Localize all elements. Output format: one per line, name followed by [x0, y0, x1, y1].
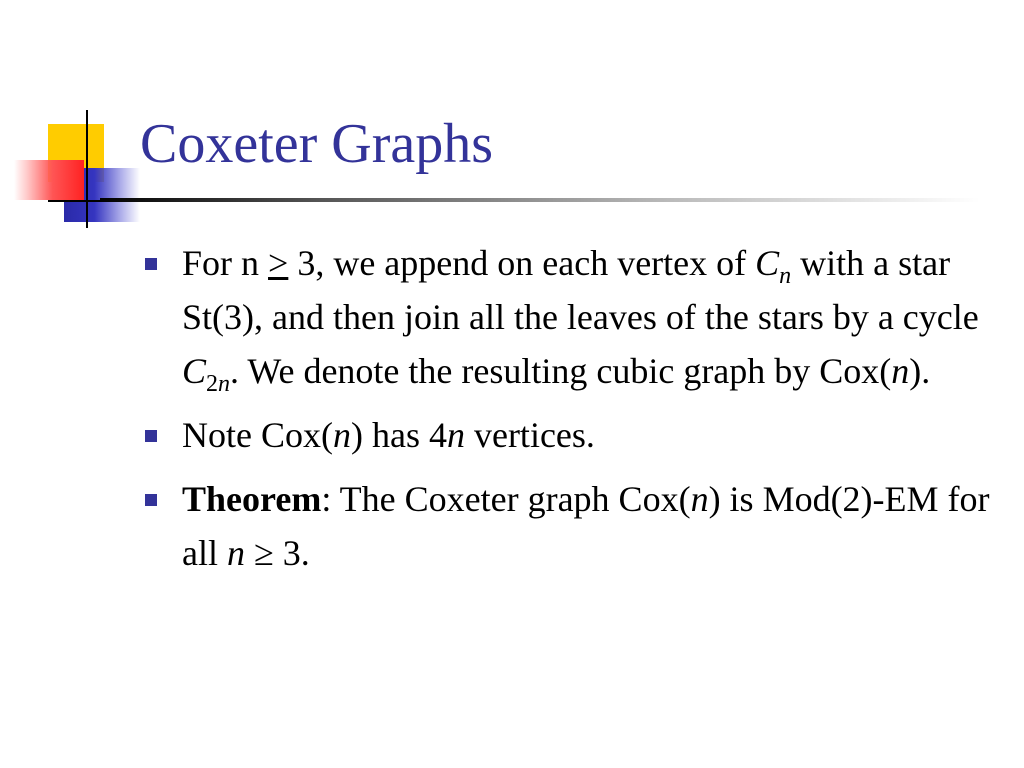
cycle-symbol: C — [182, 351, 207, 391]
square-bullet-icon — [145, 430, 157, 442]
text-span: Note Cox( — [182, 415, 333, 455]
bullet-item — [142, 236, 992, 398]
decorative-logo — [0, 0, 160, 240]
text-span: For n — [182, 243, 269, 283]
subscript-variable: n — [218, 371, 231, 397]
cycle-symbol: C — [755, 243, 780, 283]
variable-n: n — [891, 351, 910, 391]
bullet-item — [142, 472, 992, 580]
variable-n: n — [332, 415, 351, 455]
text-span: ≥ 3. — [244, 533, 310, 573]
slide-title: Coxeter Graphs — [140, 113, 494, 175]
variable-n: n — [226, 533, 245, 573]
bullet-item — [142, 408, 992, 462]
bullet-list — [142, 236, 992, 590]
text-span: 3, we append on each vertex of — [288, 243, 756, 283]
square-bullet-icon — [145, 494, 157, 506]
square-bullet-icon — [145, 258, 157, 270]
ge-symbol: > — [268, 243, 289, 283]
text-span: ) is Mod(2)-EM for all — [182, 479, 990, 573]
subscript — [206, 371, 230, 397]
text-span: with a star St(3), and then join all the leaves of the stars by a cycle — [182, 243, 979, 337]
text-span: ) has 4 — [350, 415, 447, 455]
theorem-label: Theorem — [182, 479, 322, 519]
text-span: ). — [909, 351, 931, 391]
subscript-number: 2 — [206, 371, 219, 397]
vertical-line — [86, 110, 88, 228]
title-underline — [100, 198, 980, 202]
red-square — [14, 160, 84, 200]
text-span: . We denote the resulting cubic graph by Cox( — [230, 351, 892, 391]
variable-n: n — [690, 479, 709, 519]
text-span: vertices. — [464, 415, 595, 455]
subscript: n — [779, 263, 792, 289]
variable-n: n — [446, 415, 465, 455]
text-span: : The Coxeter graph Cox( — [321, 479, 691, 519]
